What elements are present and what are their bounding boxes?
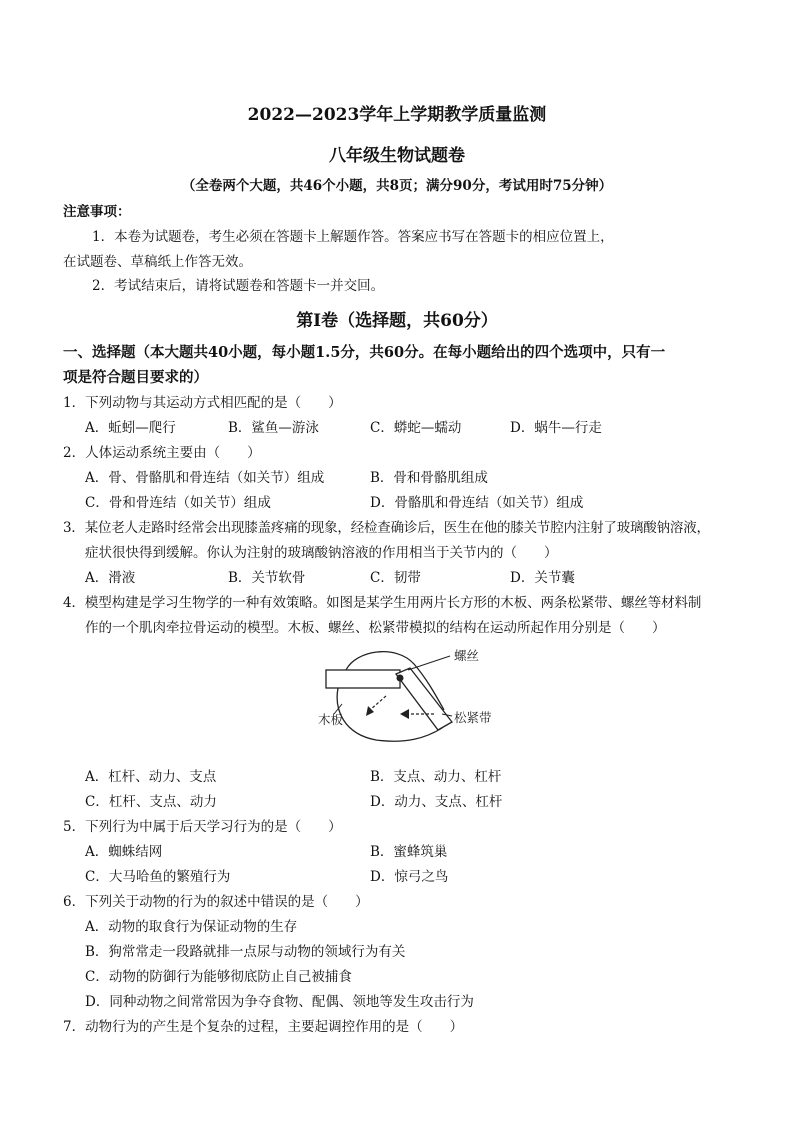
question-5-option-c: C．大马哈鱼的繁殖行为 bbox=[85, 869, 231, 885]
note-item-1-line-2: 在试题卷、草稿纸上作答无效。 bbox=[63, 254, 252, 270]
question-4-stem-line-2: 作的一个肌肉牵拉骨运动的模型。木板、螺丝、松紧带模拟的结构在运动所起作用分别是（ ） bbox=[85, 620, 666, 636]
question-1-option-b: B．鲨鱼—游泳 bbox=[228, 420, 319, 436]
question-4-option-a: A．杠杆、动力、支点 bbox=[85, 769, 217, 785]
question-6-option-a: A．动物的取食行为保证动物的生存 bbox=[85, 919, 298, 935]
figure-label-screw: 螺丝 bbox=[454, 648, 480, 663]
question-2-stem: 2．人体运动系统主要由（ ） bbox=[63, 445, 261, 461]
question-3-option-b: B．关节软骨 bbox=[228, 570, 306, 586]
note-item-1-line-1: 1．本卷为试题卷，考生必须在答题卡上解题作答。答案应书写在答题卡的相应位置上， bbox=[92, 229, 614, 245]
question-2-option-b: B．骨和骨骼肌组成 bbox=[370, 470, 488, 486]
question-1-option-d: D．蜗牛—行走 bbox=[510, 420, 602, 436]
question-3-option-d: D．关节囊 bbox=[510, 570, 575, 586]
question-6-option-b: B．狗常常走一段路就排一点尿与动物的领域行为有关 bbox=[85, 944, 406, 960]
question-7-stem: 7．动物行为的产生是个复杂的过程，主要起调控作用的是（ ） bbox=[63, 1019, 464, 1035]
muscle-bone-model-figure bbox=[316, 644, 516, 748]
note-item-2: 2．考试结束后，请将试题卷和答题卡一并交回。 bbox=[92, 278, 385, 294]
exam-info: （全卷两个大题，共46个小题，共8页；满分90分，考试用时75分钟） bbox=[181, 178, 613, 194]
exam-title: 2022—2023学年上学期教学质量监测 bbox=[247, 105, 547, 125]
question-3-stem-line-2: 症状很快得到缓解。你认为注射的玻璃酸钠溶液的作用相当于关节内的（ ） bbox=[85, 545, 558, 561]
question-1-option-a: A．蚯蚓—爬行 bbox=[85, 420, 176, 436]
question-3-stem-line-1: 3．某位老人走路时经常会出现膝盖疼痛的现象，经检查确诊后，医生在他的膝关节腔内注射了玻璃酸钠溶液， bbox=[63, 520, 710, 536]
question-3-option-c: C．韧带 bbox=[370, 570, 421, 586]
question-2-option-a: A．骨、骨骼肌和骨连结（如关节）组成 bbox=[85, 470, 325, 486]
question-2-option-d: D．骨骼肌和骨连结（如关节）组成 bbox=[370, 495, 584, 511]
part-1-title: 第Ⅰ卷（选择题，共60分） bbox=[296, 311, 498, 331]
question-6-option-c: C．动物的防御行为能够彻底防止自己被捕食 bbox=[85, 969, 352, 985]
question-6-option-d: D．同种动物之间常常因为争夺食物、配偶、领地等发生攻击行为 bbox=[85, 994, 474, 1010]
dashed-arrow-left bbox=[370, 696, 386, 710]
question-1-option-c: C．蟒蛇—蠕动 bbox=[370, 420, 462, 436]
question-5-stem: 5．下列行为中属于后天学习行为的是（ ） bbox=[63, 819, 342, 835]
question-5-option-a: A．蜘蛛结网 bbox=[85, 844, 163, 860]
question-4-option-d: D．动力、支点、杠杆 bbox=[370, 794, 503, 810]
upper-wooden-board bbox=[326, 670, 400, 688]
question-5-option-b: B．蜜蜂筑巢 bbox=[370, 844, 448, 860]
section-1-instruction-line-1: 一、选择题（本大题共40小题，每小题1.5分，共60分。在每小题给出的四个选项中，只有一 bbox=[63, 344, 666, 361]
question-4-option-b: B．支点、动力、杠杆 bbox=[370, 769, 502, 785]
exam-subtitle: 八年级生物试题卷 bbox=[329, 146, 465, 166]
question-6-stem: 6．下列关于动物的行为的叙述中错误的是（ ） bbox=[63, 894, 369, 910]
question-5-option-d: D．惊弓之鸟 bbox=[370, 869, 449, 885]
notes-heading: 注意事项： bbox=[63, 204, 131, 220]
question-2-option-c: C．骨和骨连结（如关节）组成 bbox=[85, 495, 271, 511]
section-1-instruction-line-2: 项是符合题目要求的） bbox=[63, 369, 208, 386]
figure-label-board: 木板 bbox=[318, 712, 344, 727]
question-3-option-a: A．滑液 bbox=[85, 570, 136, 586]
question-1-stem: 1．下列动物与其运动方式相匹配的是（ ） bbox=[63, 395, 342, 411]
question-4-stem-line-1: 4．模型构建是学习生物学的一种有效策略。如图是某学生用两片长方形的木板、两条松紧带、螺丝等材料制 bbox=[63, 595, 702, 611]
question-4-option-c: C．杠杆、支点、动力 bbox=[85, 794, 217, 810]
figure-label-band: 松紧带 bbox=[454, 710, 492, 725]
screw-marker bbox=[397, 675, 404, 682]
